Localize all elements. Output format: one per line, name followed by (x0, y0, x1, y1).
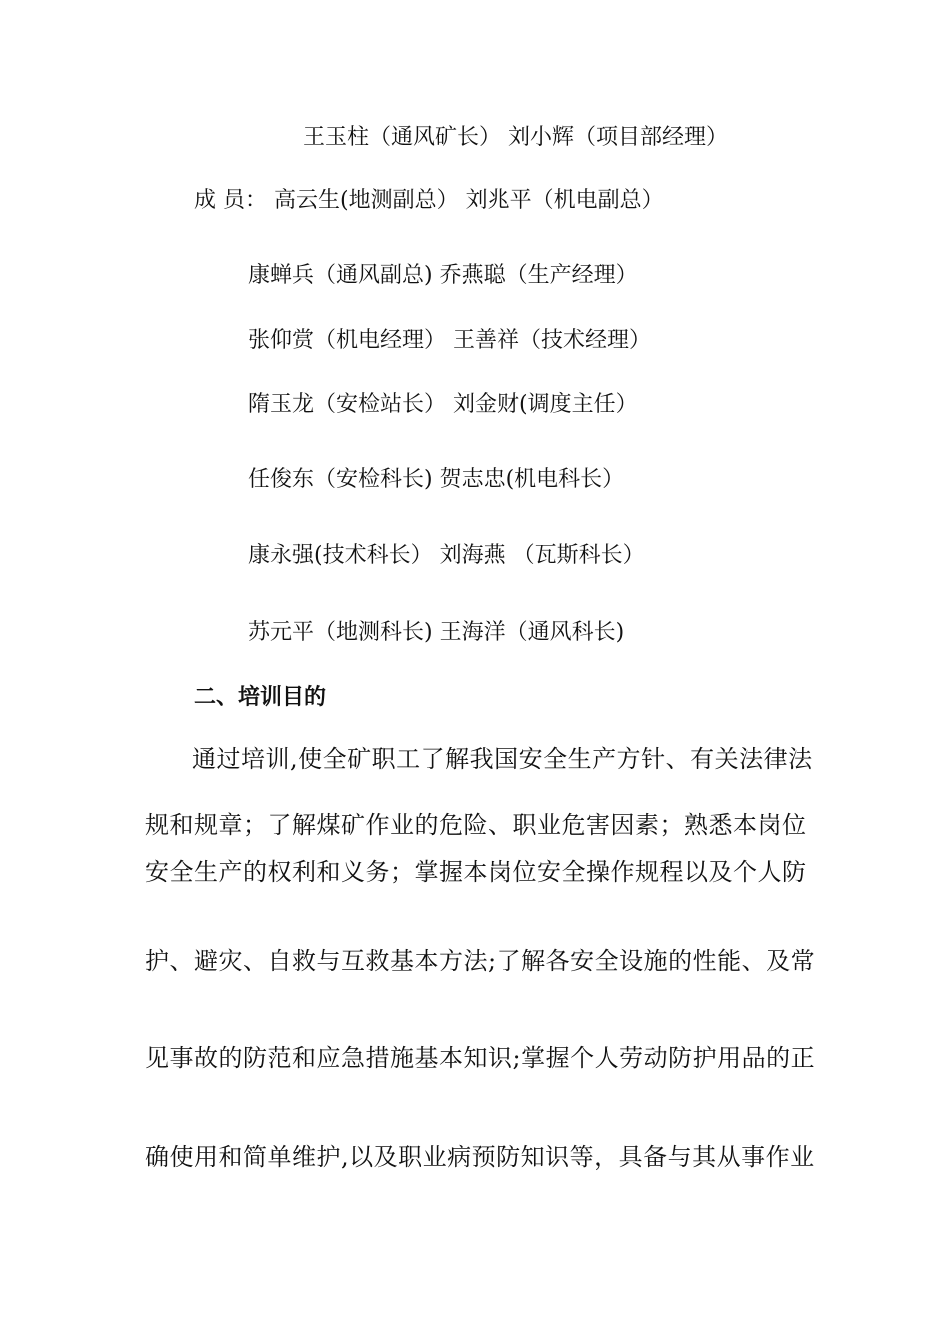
member-row: 康永强(技术科长） 刘海燕 （瓦斯科长） (248, 543, 645, 568)
leaders-line: 王玉柱（通风矿长） 刘小辉（项目部经理） (303, 125, 728, 150)
paragraph-line: 通过培训,使全矿职工了解我国安全生产方针、有关法律法 (192, 745, 813, 773)
members-label-line: 成 员： 高云生(地测副总） 刘兆平（机电副总） (194, 188, 664, 213)
member-row: 隋玉龙（安检站长） 刘金财(调度主任） (248, 392, 638, 417)
member-row: 康蝉兵（通风副总) 乔燕聪（生产经理） (248, 263, 638, 288)
paragraph-line: 见事故的防范和应急措施基本知识;掌握个人劳动防护用品的正 (145, 1044, 816, 1072)
paragraph-line: 护、避灾、自救与互救基本方法;了解各安全设施的性能、及常 (145, 947, 816, 975)
member-row: 任俊东（安检科长) 贺志忠(机电科长） (248, 467, 625, 492)
member-row: 张仰赏（机电经理） 王善祥（技术经理） (248, 328, 651, 353)
member-row: 苏元平（地测科长) 王海洋（通风科长) (248, 620, 625, 645)
section-heading: 二、培训目的 (194, 685, 327, 710)
paragraph-line: 确使用和简单维护,以及职业病预防知识等，具备与其从事作业 (145, 1143, 815, 1171)
paragraph-line: 安全生产的权利和义务；掌握本岗位安全操作规程以及个人防 (145, 858, 807, 886)
paragraph-line: 规和规章；了解煤矿作业的危险、职业危害因素；熟悉本岗位 (145, 811, 807, 839)
